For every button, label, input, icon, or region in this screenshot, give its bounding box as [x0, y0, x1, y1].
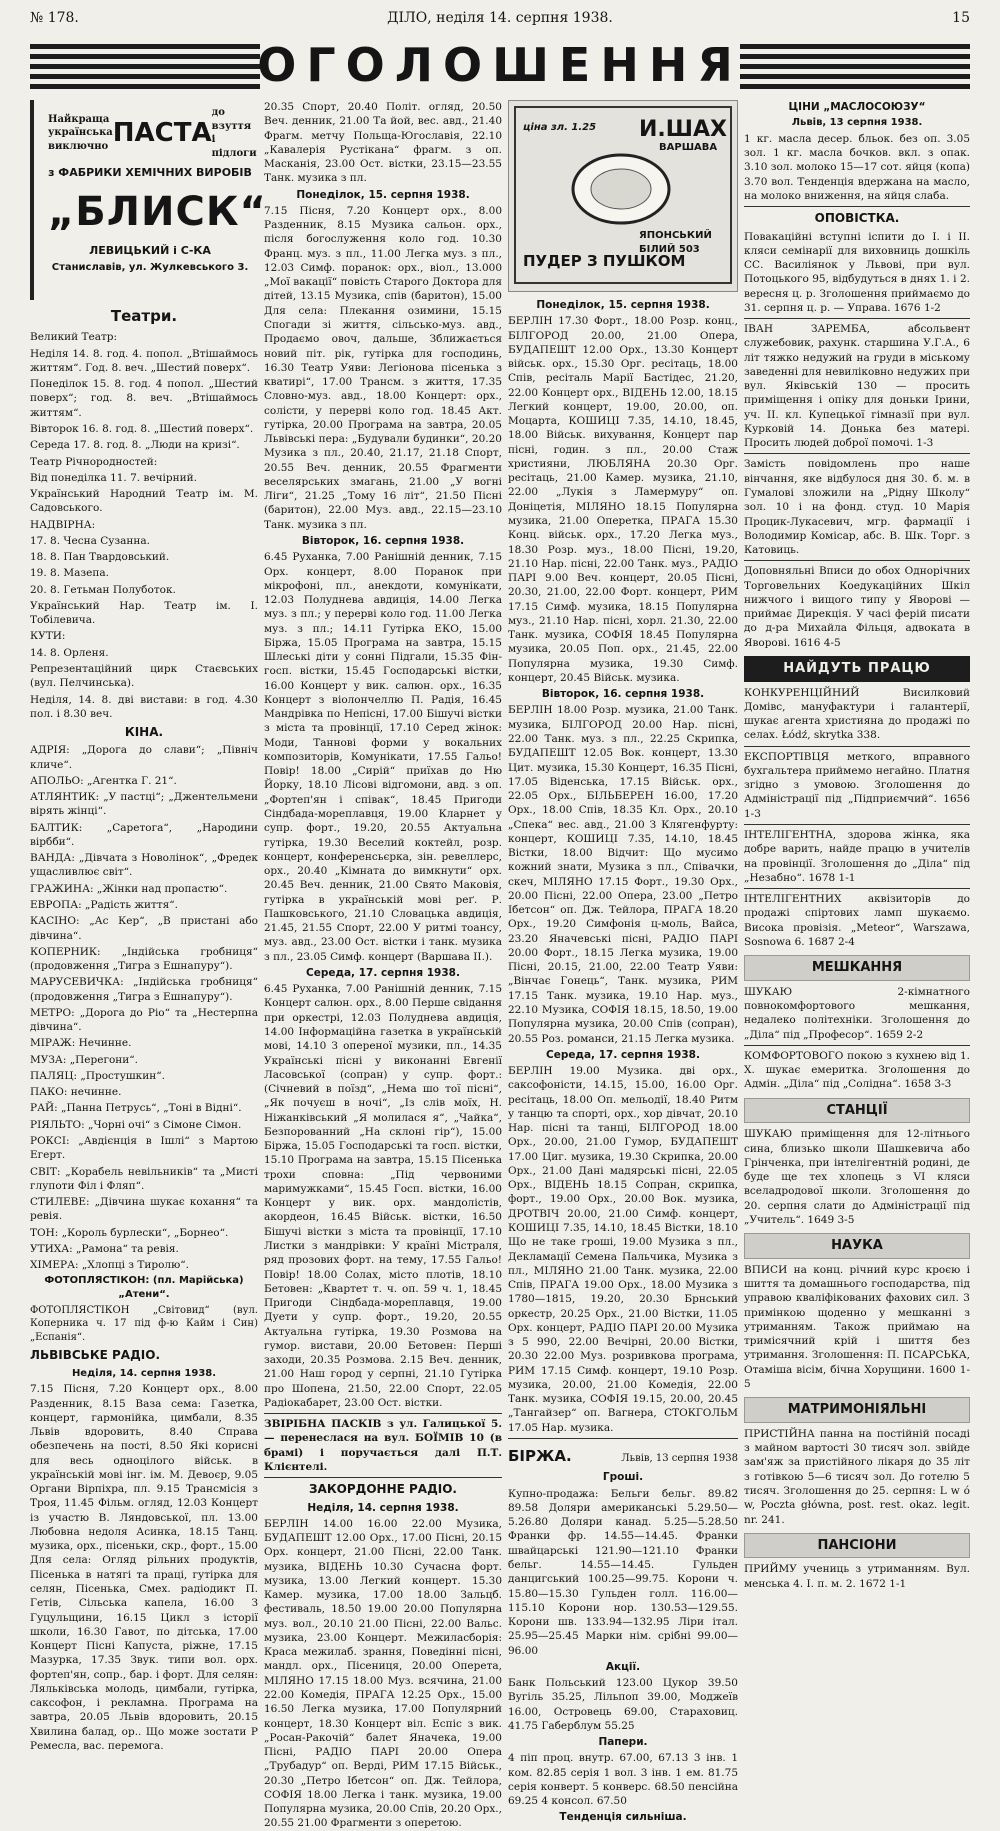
foreign-monday-heading: Понеділок, 15. серпня 1938.: [536, 299, 710, 311]
foreign-wednesday-program: БЕРЛІН 19.00 Музика. дві орх., саксофоністи, 14.15, 15.00, 16.00 Орг. ресітаць, 18.00 Оп. мельодії, 18.40 Ритм у танцю та спорті, орх., хор дівчат, 20.10 Нар. пісні та танці, БІЛГОРОД 18.00 Орх., 20.00, 21.00 Гумор, БУДАПЕШТ 17.00 Циг. музика, 19.30 Скрипка, 20.00 Орх., 21.00 Дані мадярські пісні, 22.05 Орх., ВІДЕНЬ 18.15 Сопран, скрипка, форт., 19.00 Орх., 20.00 Вок. музика, ДРОТВІЧ 20.00, 21.00 Симф. концерт, КОШИЦІ 7.35, 14.10, 18.45 Вістки, 18.10 Що не таке гроші, 19.00 Музика з пл., Декламації Семена Пальчика, Музика з пл., МІЛЯНО 21.00 Танк. музика, 22.00 Спів, ПРАГА 19.00 Орх., 18.00 Музика з 1780—1815, 19.20, 20.30 Брнський оркестр, 20.25 Орх., 21.00 Вістки, 11.05 Орх. концерт, РАДІО ПАРІ 20.00 Музика з 5 990, 22.00 Вечірні, 20.00 Вістки, 20.30 22.00 Муз. розривкова програма, РИМ 17.15 Симф. концерт, 19.10 Розр. музика, 20.00, 21.00 Комедія, 22.00 Танк. музика, СОФІЯ 19.15, 20.00, 20.45 „Тангайзер“ оп. Вагнера, СТОКГОЛЬМ 17.05 Нар. музика.: [508, 1065, 738, 1434]
cinema-heading: КІНА.: [124, 725, 164, 740]
theatre-entry: Неділя 14. 8. год. 4. попол. „Втішаймось життям“. Год. 8. веч. „Шестий поверх“.: [30, 347, 258, 374]
lviv-radio-day: Неділя, 14. серпня 1938.: [71, 1367, 217, 1379]
cinema-entry: ЕВРОПА: „Радість життя“.: [30, 899, 178, 911]
cinema-entry: ГРАЖИНА: „Жінки над пропастю“.: [30, 882, 228, 895]
exchange-date: Львів, 13 серпня 1938: [621, 1452, 738, 1464]
fotoplastikon-1: ФОТОПЛЯСТІКОН: (пл. Марійська) „Атени“.: [44, 1275, 244, 1300]
cinema-entry: АПОЛЬО: „Агентка Г. 21“.: [30, 774, 177, 787]
cinema-entry: СТИЛЕВЕ: „Дівчина шукає кохання“ та ревія.: [30, 1196, 258, 1223]
cinema-entry: МЕТРО: „Дорога до Ріо“ та „Нестерпна дівчина“.: [30, 1006, 258, 1034]
foreign-monday-program: БЕРЛІН 17.30 Форт., 18.00 Розр. конц., БІЛГОРОД 20.00, 21.00 Опера, БУДАПЕШТ 12.00 Орх., 13.30 Концерт військ. орх., 15.30 Орг. ресітаць, 18.00 Спів, ресіталь Марії Бастідес, 21.20, 22.00 Концерт орх., ВІДЕНЬ 12.00, 18.15 Легкий концерт, 19.00, 20.00, оп. Моцарта, КОШИЦІ 7.35, 14.10, 18.45, 18.00 Військ. вихування, Концерт пар пісні, годин. з пл., 20.00 Стаж християни, ЛЮБЛЯНА 20.30 Орг. ресітаць, 21.00 Камер. музика, 21.10, 22.00 „Лукія з Ламермуру“ оп. Доніцетія, МІЛЯНО 18.15 Популярна музика, 21.00 Оперетка, ПРАГА 15.30 Конц. військ. орх., 17.20 Легка муз., 18.30 Розр. муз., 18.00 Пісні, 19.20, 21.10 Нар. пісні, 22.00 Танк. муз., РАДІО ПАРІ 9.00 Веч. концерт, 20.05 Пісні, 20.30, 21.00, 22.00 Форт. концерт, РИМ 17.15 Симф. музика, 18.15 Популярна муз., 21.10 Нар. пісні, хорл. 21.30, 22.00 Танк. музика, СОФІЯ 18.45 Популярна музика, 20.05 Поп. орх., 21.45, 22.00 Популярна музика, 19.30 Симф. концерт, 20.45 Військ. музика.: [508, 315, 738, 684]
papers-heading: Папери.: [598, 1736, 648, 1749]
cinema-entry: АДРІЯ: „Дорога до слави“; „Північ кличе“.: [30, 744, 258, 771]
cinema-entry: ПАКО: нечинне.: [30, 1086, 122, 1099]
ad-product: ПУДЕР З ПУШКОМ: [523, 252, 686, 270]
theatre-entry: Театр Річнородностей:: [30, 455, 158, 468]
page-number: 15: [952, 10, 970, 26]
radio-sunday-continued: 20.35 Спорт, 20.40 Політ. огляд, 20.50 Веч. денник, 21.00 Та йой, вес. авд., 21.40 Фрагм. метчу Польща-Югославія, 22.10 „Кавалерія Рустікана“ фрагм. з оп. Масканія, 23.00 Ост. вістки, 23.15—23.55 Танк. музика з пл.: [264, 101, 502, 185]
jobs-heading: НАЙДУТЬ ПРАЦЮ: [744, 656, 970, 682]
paper-date: ДІЛО, неділя 14. серпня 1938.: [387, 10, 613, 26]
cinema-entry: РОКСІ: „Авдієнція в Ішлі“ з Мартою Егерт.: [30, 1134, 258, 1162]
boarding-heading: СТАНЦІЇ: [744, 1098, 970, 1124]
theatre-entry: КУТИ:: [30, 630, 66, 643]
cinema-entry: УТИХА: „Рамона“ та ревія.: [30, 1242, 179, 1255]
theatre-entry: 18. 8. Пан Твардовський.: [30, 551, 170, 564]
theatre-entry: 14. 8. Орленя.: [30, 646, 109, 659]
fotoplastikon-2: ФОТОПЛЯСТІКОН „Світовид“ (вул. Коперника ч. 17 під ф-ю Кайм і Син) „Еспанія“.: [30, 1304, 258, 1343]
jobs-ad-3: ІНТЕЛІГЕНТНА, здорова жінка, яка добре варить, найде працю в учителів на провінції. Зголошення до „Діла“ під „Незабно“. 1678 1-1: [744, 829, 970, 884]
blisk-top-right: до взуття і підлоги: [211, 107, 257, 159]
theatre-entry: Від понеділка 11. 7. вечірний.: [30, 471, 197, 484]
monday-program: 7.15 Пісня, 7.20 Концерт орх., 8.00 Разденник, 8.15 Музика сальон. орх., після богослуження коло год. 10.30 Франц. муз. з пл., 11.00 Легка муз. з пл., 12.03 Симф. поранок: орх., віол., 13.000 „Мої вакації“ повість Старого Доктора для дітей, 13.15 Музика, спів (баритон), 15.00 Для села: Плекання озимини, 15.15 Спогади зі життя, сільсько-муз. авд., Продаємо овоч, дальше, Зближається новий піт. рік, гутірка для господинь, 16.30 Театр Уяви: Легіонова пісенька з кватирі“, 17.00 Трансм. з життя, 17.35 Словно-муз. авд., 18.00 Концерт: орх., солісти, у перерві коло год. 18.45 Акт. гутірка, 20.00 Програма на завтра, 20.05 Львівські пера: „Будували будинки“, 20.20 Музика з пл., 20.40, 21.17, 21.18 Спорт, 20.55 Веч. денник, 20.55 Фрагменти веселярських змагань, 21.00 „У вогні Ліги“, 21.25 „Тому 16 літ“, 21.50 Пісні (баритон), 22.00 Муз. авд., 22.15—23.10 Танк. музика з пл.: [264, 204, 502, 531]
announcement-heading: ОПОВІСТКА.: [814, 211, 900, 226]
lviv-radio-program: 7.15 Пісня, 7.20 Концерт орх., 8.00 Разденник, 8.15 Ваза сема: Газетка, концерт, гармонійка, цимбали, 8.35 Львів вдоровить, 8.40 Справа обезпечень на пості, 8.50 Які корисні для весь одноцілого військ. в українській мові інг. ім. М. Девоєр, 9.05 Органи Вірпіхра, пл. 9.15 Трансмісія з Троя, 11.45 Фільм. огляд, 12.03 Концерт із участю В. Ляндовської, пл. 13.00 Любовна недоля Асинка, 18.15 Танц. музика, орх., пісеньки, скр., форт., 15.00 Для села: Огляд рільних продуктів, Пісенька в натягі та праці, гутірка для селян, Пісенька, Смех. радіодикт П. Гетів, Сільська капела, 16.00 З Гуцульщини, 16.15 Цикл з історії школи, 16.30 Гавот, по дітська, 17.00 Концерт Пісні Капуста, ріжне, 17.15 Мазурка, 17.35 Звук. типи вол. орх. фортеп'ян, сопр., бар. і форт. Для селян: Ляльківська молодь, цимбали, гутірка, саксофон, і рекламна. Програма на завтра, 20.05 Львів вдоровить, 20.15 Хвилина балад, ор.. Що може зостати Р Ремесла, вас. перемога.: [30, 1383, 258, 1752]
jobs-ad-4: ІНТЕЛІГЕНТНИХ аквізиторів до продажі спіртових ламп шукаємо. Висока провізія. „Meteor“, Warszawa, Sosnowa 6. 1687 2-4: [744, 893, 970, 948]
theatre-entry: Український Народний Театр ім. М. Садовського.: [30, 488, 258, 515]
column-1: [30, 100, 267, 1752]
money-heading: Гроші.: [602, 1471, 644, 1484]
boarding-ad: ШУКАЮ приміщення для 12-літнього сина, близько школи Шашкевича або Грінченка, при інтелігентній родині, де буде ще тех хлопець з VI кляси вселадродової школи. Зголошення до 20. серпня слати до Адміністрації під „Учитель“. 1649 3-5: [744, 1128, 970, 1226]
zaremba-notice: ІВАН ЗАРЕМБА, абсольвент служебовик, рахунк. старшина У.Г.А., 6 літ тяжко недужий на груди в міському заведенні для невиліковно недужих при вул. Яківській 130 — просить приміщення і опіку для доньки Ірини, уч. ІІ. кл. Купецької гімназії при вул. Курковій 14. Донька без матері. Просить людей доброї помочі. 1-3: [744, 323, 970, 450]
school-enrollment-notice: Доповняльні Вписи до обох Однорічних Торговельних Коедукаційних Шкіл нижчого і вищого типу у Яворові — приймає Дирекція. У часі ферій писати до д-ра Михайла Фільця, адвоката в Яворові. 1616 4-5: [744, 565, 970, 649]
column-2: [264, 100, 502, 1830]
cinema-entry: КОПЕРНИК: „Індійська гробниця“ (продовження „Тигра з Ешнапуру“).: [30, 945, 258, 973]
blisk-owner: ЛЕВИЦЬКИЙ і С-КА: [89, 243, 211, 257]
theatre-entry: Український Нар. Театр ім. І. Тобілевича.: [30, 599, 258, 627]
education-ad: ВПИСИ на конц. річний курс кроєю і шиття та домашнього господарства, під управою кваліфікованих фахових сил. 3 примінкою щоденно у мешканні з утриманням. Також приймаю на тримісячний крій і шиття без утримання. Зголошення: П. ПСАРСЬКА, Отаміша вісім, бічна Хорущини. 1600 1-5: [744, 1263, 970, 1390]
foreign-wednesday-heading: Середа, 17. серпня 1938.: [546, 1048, 700, 1061]
jobs-ad-2: ЕКСПОРТІВЦЯ меткого, вправного бухгальтера приймемо негайно. Платня згідно з умовою. Зголошення до Адміністрації під „Підприємчий“. 1656 1-3: [744, 750, 970, 820]
blisk-brand: „БЛИСК“: [48, 189, 267, 236]
exchange-heading: БІРЖА.: [508, 1446, 572, 1465]
prices-date: Львів, 13 серпня 1938.: [791, 117, 923, 129]
section-banner: [30, 36, 970, 96]
theatre-entry: Неділя, 14. 8. дві вистави: в год. 4.30 пол. і 8.30 веч.: [30, 693, 258, 720]
cinema-entry: ВАНДА: „Дівчата з Новолінок“, „Фредек ущасливлює світ“.: [30, 852, 258, 879]
lviv-radio-heading: ЛЬВІВСЬКЕ РАДІО.: [30, 1348, 161, 1363]
cinema-entry: СВІТ: „Корабель невільників“ та „Мисті глупоти Філ і Фляп“.: [30, 1165, 258, 1192]
foreign-radio-heading: ЗАКОРДОННЕ РАДІО.: [309, 1482, 457, 1497]
theatre-entry: Середа 17. 8. год. 8. „Люди на кризі“.: [30, 439, 240, 452]
bag-shop-notice: ЗВІРІБНА ПАСКІВ з ул. Галицької 5. — перенеслася на вул. БОЇМІВ 10 (в брамі) і поручається далі П.Т. Клієнтелі.: [264, 1418, 502, 1473]
pensions-ad: ПРИЙМУ учениць з утриманням. Вул. менська 4. І. п. м. 2. 1672 1-1: [744, 1563, 970, 1590]
cinema-entry: МУЗА: „Перегони“.: [30, 1053, 138, 1066]
theatres-heading: Театри.: [110, 307, 178, 325]
tuesday-heading: Вівторок, 16. серпня 1938.: [301, 534, 465, 547]
wedding-notice: Замість повідомлень про наше вінчання, яке відбулося дня 30. б. м. в Гумалові зложили на „Рідну Школу“ зол. 10 і на фонд. студ. 10 Марія Процик-Лукасевич, мгр. фармації і Володимир Комісар, абс. В. Шк. Торг. з Катовиць.: [744, 458, 970, 557]
issue-number: № 178.: [30, 10, 79, 26]
theatre-entry: Великий Театр:: [30, 331, 118, 344]
matrimonial-heading: МАТРИМОНІЯЛЬНІ: [744, 1397, 970, 1423]
housing-ad-1: ШУКАЮ 2-кімнатного повнокомфортового мешкання, недалеко політехніки. Зголошення до „Діла“ під „Професор“. 1659 2-2: [744, 985, 970, 1041]
cinema-entry: МІРАЖ: Нечинне.: [30, 1037, 132, 1050]
announcement-text: Повакаційні вступні іспити до І. і ІІ. кляси семінарії для виховниць дошкіль СС. Василіянок у Львові, при вул. Потоцького 95, відбудуться в днях 1. і 2. вересня ц. р. Зголошення приймаємо до 31. серпня ц. р. — Управа. 1676 1-2: [744, 230, 970, 314]
theatre-entry: Вівторок 16. 8. год. 8. „Шестий поверх“.: [30, 422, 254, 435]
column-3: [508, 100, 738, 1824]
jobs-ad-1: КОНКУРЕНЦІЙНИЙ Висилковий Домівс, мануфактури і галантерії, шукає агента християна до продажі по селах. Łódź, skrytka 338.: [744, 686, 970, 742]
column-4: [744, 100, 970, 1590]
ad-price: ціна зл. 1.25: [523, 122, 597, 133]
prices-heading: ЦІНИ „МАСЛОСОЮЗУ“: [788, 101, 926, 113]
tuesday-program: 6.45 Руханка, 7.00 Ранішній денник, 7.15 Орх. концерт, 8.00 Поранок при мікрофоні, пл., анекдоти, комунікати, 12.03 Полуднева авдиція, 14.00 Легка муз. з пл.; у перерві коло год. 11.00 Легка муз. з пл.; 14.11 Гутірка ЕКО, 15.00 Біржа, 15.05 Програма на завтра, 15.15 Шлеські діти у сонні Підгали, 15.35 Фін-госп. вістки, 15.45 Господарські вістки, 16.00 Концерт у вик. салюн. орх., 16.35 Концерт з віолончеллю П. Радія, 16.45 Мандрівка по Непісні, 17.00 Бішучі вістки з міста та провінції, 17.10 Серед жінок: Моди, Таннові форми у вокальних композиторів, Комунікати, 17.55 Гальо! Повір! 18.00 „Сирій“ приїхав до Ню Йорку, 18.10 Лісові відгомони, авд. з оп. „Фортеп'ян і співак“, 18.45 Пригоди Сіндбада-мореплавця, 19.00 Кларнет у супр. форт., 19.20, 20.55 Актуальна гутірка, 19.30 Веселий коктейл, розр. концерт, конференсьєрка, зін. ревеллерс, орх., 20.40 „Кімната до вимкнути“ орх. 20.45 Веч. денник, 21.00 Свято Маковія, гутірка в українській мові реґ. Р. Пашковського, 21.10 Словацька авдиція, 21.45, 21.55 Спорт, 22.00 У ритмі тоансу, муз. авд., 23.00 Ост. вістки і танк. музика з пл., 23.05 Симф. концерт (Варшава II.).: [264, 551, 502, 963]
cinema-entry: ПАЛЯЦ: „Простушкин“.: [30, 1069, 165, 1082]
shah-powder-advertisement: [508, 100, 738, 292]
ad-sub: ЯПОНСЬКИЙ БІЛИЙ 503: [639, 230, 712, 255]
cinema-entry: БАЛТИК: „Саретога“, „Народини вірбби“.: [30, 821, 258, 848]
theatre-entry: 19. 8. Мазепа.: [30, 567, 109, 580]
theatres-list: [30, 330, 258, 721]
wednesday-heading: Середа, 17. серпня 1938.: [306, 966, 460, 979]
cinema-entry: РІЯЛЬТО: „Чорні очі“ з Сімоне Сімон.: [30, 1118, 242, 1131]
matrimonial-ad: ПРИСТІЙНА панна на постійній посаді з майном вартості 30 тисяч зол. звійде зам'яж за пристійного лікаря до 35 літ з готівкою 5—6 тисяч зол. До готелю 5 тисяч. Зголошення до 25. серпня: L w ó w, Poczta główna, post. rest. okaz. legit. nr. 241.: [744, 1427, 970, 1526]
cinema-entry: КАСІНО: „Ас Кер“, „В пристані або дівчина“.: [30, 915, 258, 942]
cinema-entry: АТЛЯНТИК: „У пастці“; „Джентельмени вірять жінці“.: [30, 791, 258, 818]
theatre-entry: Понеділок 15. 8. год. 4 попол. „Шестий поверх“; год. 8. веч. „Втішаймось життям“.: [30, 378, 258, 419]
ad-city: ВАРШАВА: [659, 142, 718, 153]
pensions-heading: ПАНСІОНИ: [744, 1533, 970, 1559]
theatre-entry: Репрезентаційний цирк Стаєвських (вул. Пелчинська).: [30, 662, 258, 690]
foreign-tuesday-program: БЕРЛІН 18.00 Розр. музика, 21.00 Танк. музика, БІЛГОРОД 20.00 Нар. пісні, 22.00 Танк. муз. з пл., 22.25 Скрипка, БУДАПЕШТ 12.05 Вок. концерт, 13.30 Цит. музика, 15.30 Концерт, 16.35 Пісні, 17.05 Віденська, 17.15 Військ. орх., 22.05 Орх., БІЛЬБЕРЕН 16.00, 17.20 Орх., 18.00 Спів, 18.35 Кл. Орх., 20.10 „Спека“ вес. авд., 21.00 З Клягенфурту: концерт, КОШИЦІ 7.35, 14.10, 18.45 Вістки, 18.00 Відчит: Що мусимо кожний знати, Музика з пл., Співачки, скеч, МІЛЯНО 17.15 Форт., 19.30 Орх., 20.00 Пісні, 22.00 Опера, 23.00 „Петро Ібетсон“ оп. Дж. Тейлора, ПРАГА 18.20 Орх., 19.20 Симфонія ц-моль, Вайса, 23.20 Яначевські пісні, РАДІО ПАРІ 20.00 Форт., 18.15 Легка музика, 19.00 Пісні, 20.15, 21.00, 22.00 Театр Уяви: „Вінчає Гонець“, Танк. музика, РИМ 17.15 Танк. музика, 19.10 Нар. муз., 22.10 Музика, СОФІЯ 18.15, 18.50, 19.00 Популярна музика, 20.00 Спів (сопран), 20.55 Роз. романси, 21.15 Легка музика.: [508, 704, 738, 1045]
wednesday-program: 6.45 Руханка, 7.00 Ранішній денник, 7.15 Концерт салюн. орх., 8.00 Перше свідання при оркестрі, 12.03 Полуднева авдиція, 14.00 Інформаційна газетка в українській мові, 14.10 З опереної музики, пл., 14.35 Українські пісні у виконанні Евгенії Ласовської (сопран) у супр. форт.: (Січневий в поїзд“, „Нема шо тої пісні“, „Як почуєш в ночі“, „Із слів моїх, Н. Ніжанківський „Я молилася я“, „Чайка“, Безпорованний „На склоні гір“), 15.00 Біржа, 15.05 Господарські та госп. вістки, 15.10 Програма на завтра, 15.15 Пісенька трохи сповна: „Під червоними маримужками“, 15.45 Госп. вістки, 16.00 Концерт у вик. орх. мандолістів, акордеон, 16.45 Військ. вістки, 16.50 Бішучі вістки з міста та провінції, 17.10 Листки з мандрівки: У країні Містраля, ряд прозових форт. на тему, 17.55 Гальо! Повір! 18.00 Солах, місто плотів, 18.10 Бетовен: „Квартет т. ч. оп. 59 ч. 1, 18.45 Пригоди Сіндбада-мореплавця, 19.00 Дуети у супр. форт., 19.20, 20.55 Актуальна гутірка, 19.30 Розмова на гумор. вистави, 20.00 Бетовен: Перші заходи, 20.35 Розмова. 2.15 Веч. денник, 21.00 Наш город у серпні, 21.10 Гутірка про Шопена, 21.50, 22.00 Спорт, 22.05 Радіокабарет, 23.00 Ост. вістки.: [264, 983, 502, 1409]
foreign-tuesday-heading: Вівторок, 16. серпня 1938.: [541, 688, 705, 701]
theatre-entry: 20. 8. Гетьман Полуботок.: [30, 583, 176, 596]
housing-ad-2: КОМФОРТОВОГО покою з кухнею від 1. X. шукає емеритка. Зголошення до Адмін. „Діла“ під „Солідна“. 1658 3-3: [744, 1049, 970, 1091]
theatre-entry: НАДВІРНА:: [30, 518, 96, 531]
tendency: Тенденція сильніша.: [559, 1811, 687, 1824]
cinema-entry: ХІМЕРА: „Хлопці з Тиролю“.: [30, 1259, 189, 1272]
prices-text: 1 кг. масла десер. бльок. без оп. 3.05 зол. 1 кг. масла бочков. вкл. з опак. 3.10 зол. молоко 15—17 сот. яйця (копа) 3.70 вол. Тенденція вдержана на масло, на молоко вниження, на яйця слаба.: [744, 132, 970, 202]
banner-title: ОГОЛОШЕННЯ: [257, 38, 743, 92]
blisk-pasta: ПАСТА: [112, 117, 212, 148]
ad-brand: И.ШАХ: [639, 117, 727, 142]
shares-heading: Акції.: [605, 1660, 641, 1673]
cinema-entry: ТОН: „Король бурлески“, „Борнео“.: [30, 1226, 229, 1239]
papers-rates: 4 піп проц. внутр. 67.00, 67.13 3 інв. 1 ком. 82.85 серія 1 вол. 3 інв. 1 ем. 81.75 серія конверт. 5 конверс. 68.50 пенсійна 69.25 4 консол. 67.50: [508, 1752, 738, 1808]
foreign-radio-program: БЕРЛІН 14.00 16.00 22.00 Музика, БУДАПЕШТ 12.00 Орх., 17.00 Пісні, 20.15 Орх. концерт, 21.00 Пісні, 22.00 Танк. музика, ВІДЕНЬ 10.30 Сучасна форт. музика, 13.00 Легкий концерт. 15.30 Камер. музика, 17.00 18.00 Зальцб. фестиваль, 18.50 19.00 20.00 Популярна муз. вол., 20.10 21.00 Пісні, 22.00 Вальс. музика, 23.00 Концерт. Межиласборія: Краса межилаб. зрання, Поведінні пісні, мандл. орх., Пісениця, 20.00 Оперета, МІЛЯНО 17.15 18.00 Муз. всячина, 21.00 22.00 Комедія, ПРАГА 12.25 Орх., 15.00 16.50 Легка музика, 17.00 Популярний концерт, 18.30 Концерт віл. Еспіс з вик. „Росан-Ракочій“ балет Яначека, 19.00 Пісні, РАДІО ПАРІ 20.00 Опера „Трубадур“ оп. Верді, РИМ 17.15 Військ., 20.30 „Петро Ібетсон“ оп. Дж. Тейлора, СОФІЯ 18.00 Легка і танк. музика, 19.00 Популярна музика, 20.00 Спів, 20.20 Орх., 20.55 21.00 Фрагменти з оперетою.: [264, 1517, 502, 1830]
shares-rates: Банк Польський 123.00 Цукор 39.50 Вугіль 35.25, Лільпоп 39.00, Моджеїв 16.00, Островець 69.00, Стараховиц. 41.75 Габерблум 55.25: [508, 1677, 738, 1732]
monday-heading: Понеділок, 15. серпня 1938.: [296, 188, 470, 201]
cinema-entry: МАРУСЕВИЧКА: „Індійська гробниця“ (продовження „Тигра з Ешнапуру“).: [30, 976, 258, 1003]
housing-heading: МЕШКАННЯ: [744, 955, 970, 981]
cinema-entry: РАЙ: „Панна Петрусь“, „Тоні в Відні“.: [30, 1102, 242, 1115]
blisk-top-left: Найкраща українська виключно: [48, 113, 113, 152]
blisk-factory: з ФАБРИКИ ХЕМІЧНИХ ВИРОБІВ: [48, 166, 252, 180]
blisk-advertisement: [30, 100, 267, 300]
blisk-address: Станиславів, ул. Жулкевського 3.: [51, 261, 249, 273]
money-rates: Купно-продажа: Бельги бельг. 89.82 89.58 Доляри американські 5.29.50—5.26.80 Доляри канад. 5.25—5.28.50 Франки фр. 14.55—14.45. Франки швайцарські 121.90—121.10 Франки бельг. 14.55—14.45. Гульден данцигський 100.25—99.75. Корони ч. 15.80—15.30 Гульден голл. 116.00—115.10 Корони нор. 130.53—129.55. Корони шв. 133.94—132.95 Ліри італ. 25.95—25.45 Марки нім. срібні 99.00—96.00: [508, 1487, 738, 1657]
foreign-radio-day: Неділя, 14. серпня 1938.: [307, 1501, 459, 1514]
page-header: [30, 10, 970, 32]
theatre-entry: 17. 8. Чесна Сузанна.: [30, 534, 150, 547]
education-heading: НАУКА: [744, 1233, 970, 1259]
cinema-list: [30, 743, 258, 1272]
